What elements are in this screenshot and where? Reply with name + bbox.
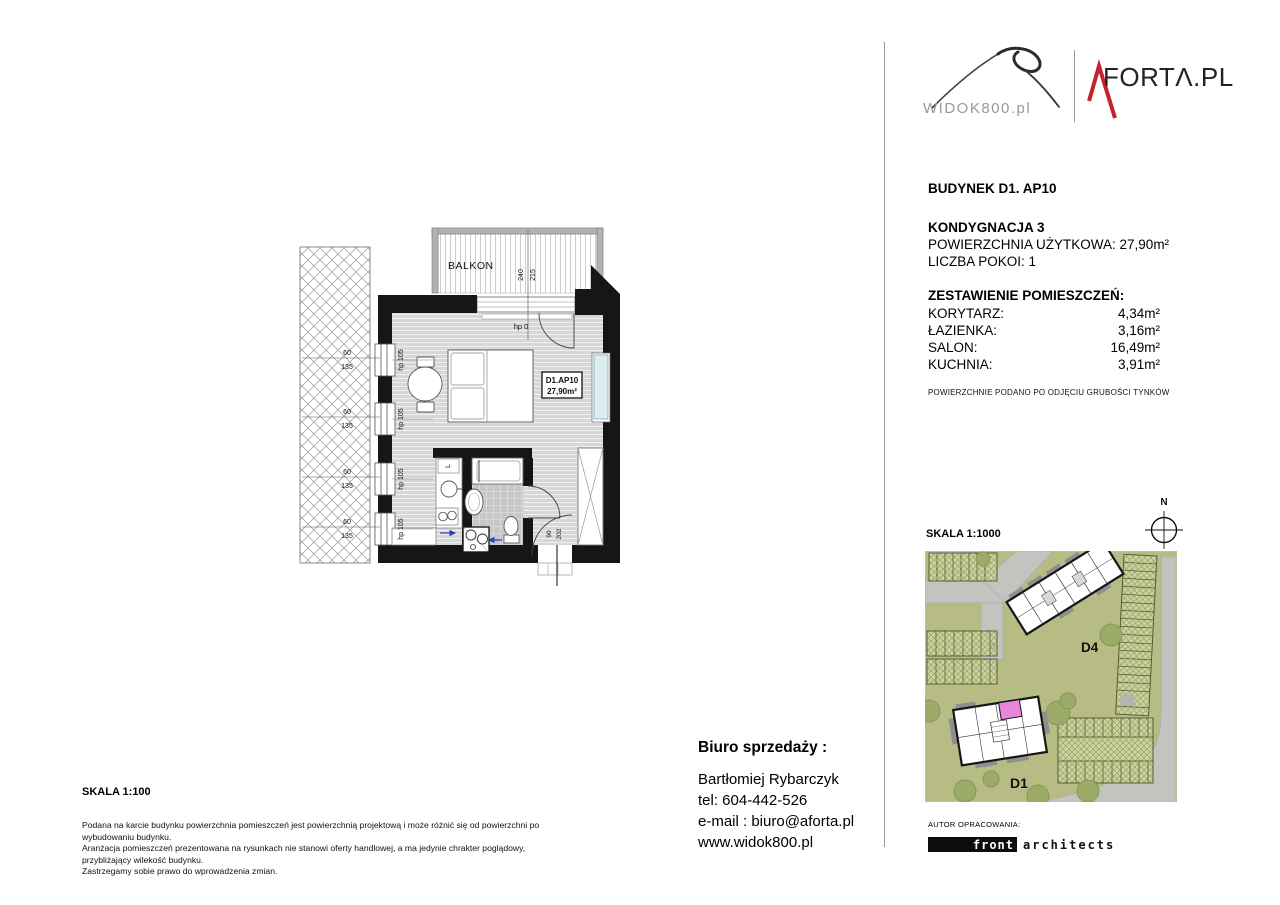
room-row — [928, 339, 1160, 356]
brand-front-text: front — [972, 837, 1014, 852]
sales-phone: tel: 604-442-526 — [698, 792, 808, 809]
sales-name: Bartłomiej Rybarczyk — [698, 771, 839, 788]
svg-text:60: 60 — [343, 469, 351, 476]
balcony-door-glazing — [477, 297, 575, 319]
aforta-logo-text: FORTΛ.PL — [1103, 62, 1234, 92]
hp0-label: hp 0 — [513, 322, 529, 331]
floor-label: KONDYGNACJA 3 — [928, 220, 1045, 235]
widok800-logo-text: WIDOK800.pl — [923, 100, 1032, 117]
building-d1-label: D1 — [1010, 775, 1028, 791]
room-area: 3,16m² — [1117, 323, 1160, 338]
adjacent-building-hatch — [300, 247, 370, 563]
dim-240: 240 — [518, 269, 525, 281]
room-row — [928, 356, 1160, 373]
main-divider — [884, 42, 885, 847]
room-name: ŁAZIENKA: — [928, 323, 998, 338]
room-area: 16,49m² — [1110, 340, 1160, 355]
front-architects-logo — [928, 837, 1017, 852]
svg-text:hp 105: hp 105 — [398, 349, 405, 371]
svg-text:60: 60 — [343, 409, 351, 416]
toilet — [504, 517, 519, 544]
room-area: 3,91m² — [1117, 357, 1160, 372]
plan-scale-label: SKALA 1:100 — [82, 786, 151, 798]
balcony — [432, 228, 603, 293]
room-area: 4,34m² — [1117, 306, 1160, 321]
highlighted-unit — [999, 700, 1022, 720]
rooms-count: LICZBA POKOI: 1 — [928, 254, 1037, 269]
room-name: SALON: — [928, 340, 978, 355]
building-title: BUDYNEK D1. AP10 — [928, 181, 1057, 196]
floor-plan — [290, 218, 640, 603]
side-window — [592, 353, 610, 422]
disclaimer-line: Podana na karcie budynku powierzchnia pomieszczeń jest powierzchnią projektową i może różnić się od powierzchni po wybudowaniu budynku. — [82, 820, 540, 842]
svg-text:60: 60 — [343, 350, 351, 357]
bed — [448, 350, 533, 422]
building-d4-label: D4 — [1081, 640, 1099, 655]
svg-text:hp 105: hp 105 — [398, 518, 405, 540]
sales-office-block — [698, 737, 854, 853]
disclaimer-line: Zastrzegamy sobie prawo do wprowadzenia zmian. — [82, 866, 278, 877]
svg-text:135: 135 — [341, 423, 353, 430]
room-list-heading: ZESTAWIENIE POMIESZCZEŃ: — [928, 288, 1125, 303]
washing-machine — [463, 527, 489, 552]
stove — [436, 508, 458, 525]
svg-text:202: 202 — [556, 528, 563, 540]
sales-email: e-mail : biuro@aforta.pl — [698, 813, 855, 830]
room-name: KORYTARZ: — [928, 306, 1005, 321]
room-row — [928, 322, 1160, 339]
svg-text:135: 135 — [341, 364, 353, 371]
room-name: KUCHNIA: — [928, 357, 993, 372]
svg-text:hp 105: hp 105 — [398, 408, 405, 430]
unit-label-box — [542, 372, 582, 398]
north-compass-icon — [1137, 494, 1192, 554]
north-label: N — [1160, 497, 1168, 508]
usable-area-label: POWIERZCHNIA UŻYTKOWA: — [928, 237, 1116, 252]
usable-area-line — [928, 236, 1169, 253]
svg-text:135: 135 — [341, 483, 353, 490]
svg-text:hp 105: hp 105 — [398, 468, 405, 490]
washbasin — [465, 489, 483, 515]
site-scale-label: SKALA 1:1000 — [926, 528, 1001, 540]
unit-area: 27,90m² — [547, 387, 577, 396]
measure-note: POWIERZCHNIE PODANO PO ODJĘCIU GRUBOŚCI TYNKÓW — [928, 388, 1170, 397]
fridge-label: L — [445, 464, 452, 468]
svg-text:60: 60 — [343, 519, 351, 526]
wardrobe — [578, 448, 603, 545]
parking-row — [1058, 718, 1153, 783]
logo-divider — [1074, 50, 1075, 122]
usable-area-value: 27,90m² — [1119, 237, 1170, 252]
room-row — [928, 305, 1160, 322]
author-label: AUTOR OPRACOWANIA: — [928, 820, 1021, 829]
svg-text:90: 90 — [546, 530, 553, 538]
disclaimer — [82, 820, 560, 878]
brand-architects-text: architects — [1023, 838, 1116, 852]
disclaimer-line: Aranżacja pomieszczeń prezentowana na rysunkach nie stanowi oferty handlowej, a ma jedynie chrakter poglądowy, przybliżający wilekość budynku. — [82, 843, 526, 865]
sales-office-heading: Biuro sprzedaży : — [698, 739, 828, 756]
site-plan-map — [925, 551, 1177, 802]
bathtub — [472, 458, 523, 484]
sales-website: www.widok800.pl — [698, 834, 814, 851]
dim-215: 215 — [530, 269, 537, 281]
unit-code: D1.AP10 — [545, 376, 579, 385]
balcony-label: BALKON — [448, 260, 494, 272]
svg-text:135: 135 — [341, 533, 353, 540]
